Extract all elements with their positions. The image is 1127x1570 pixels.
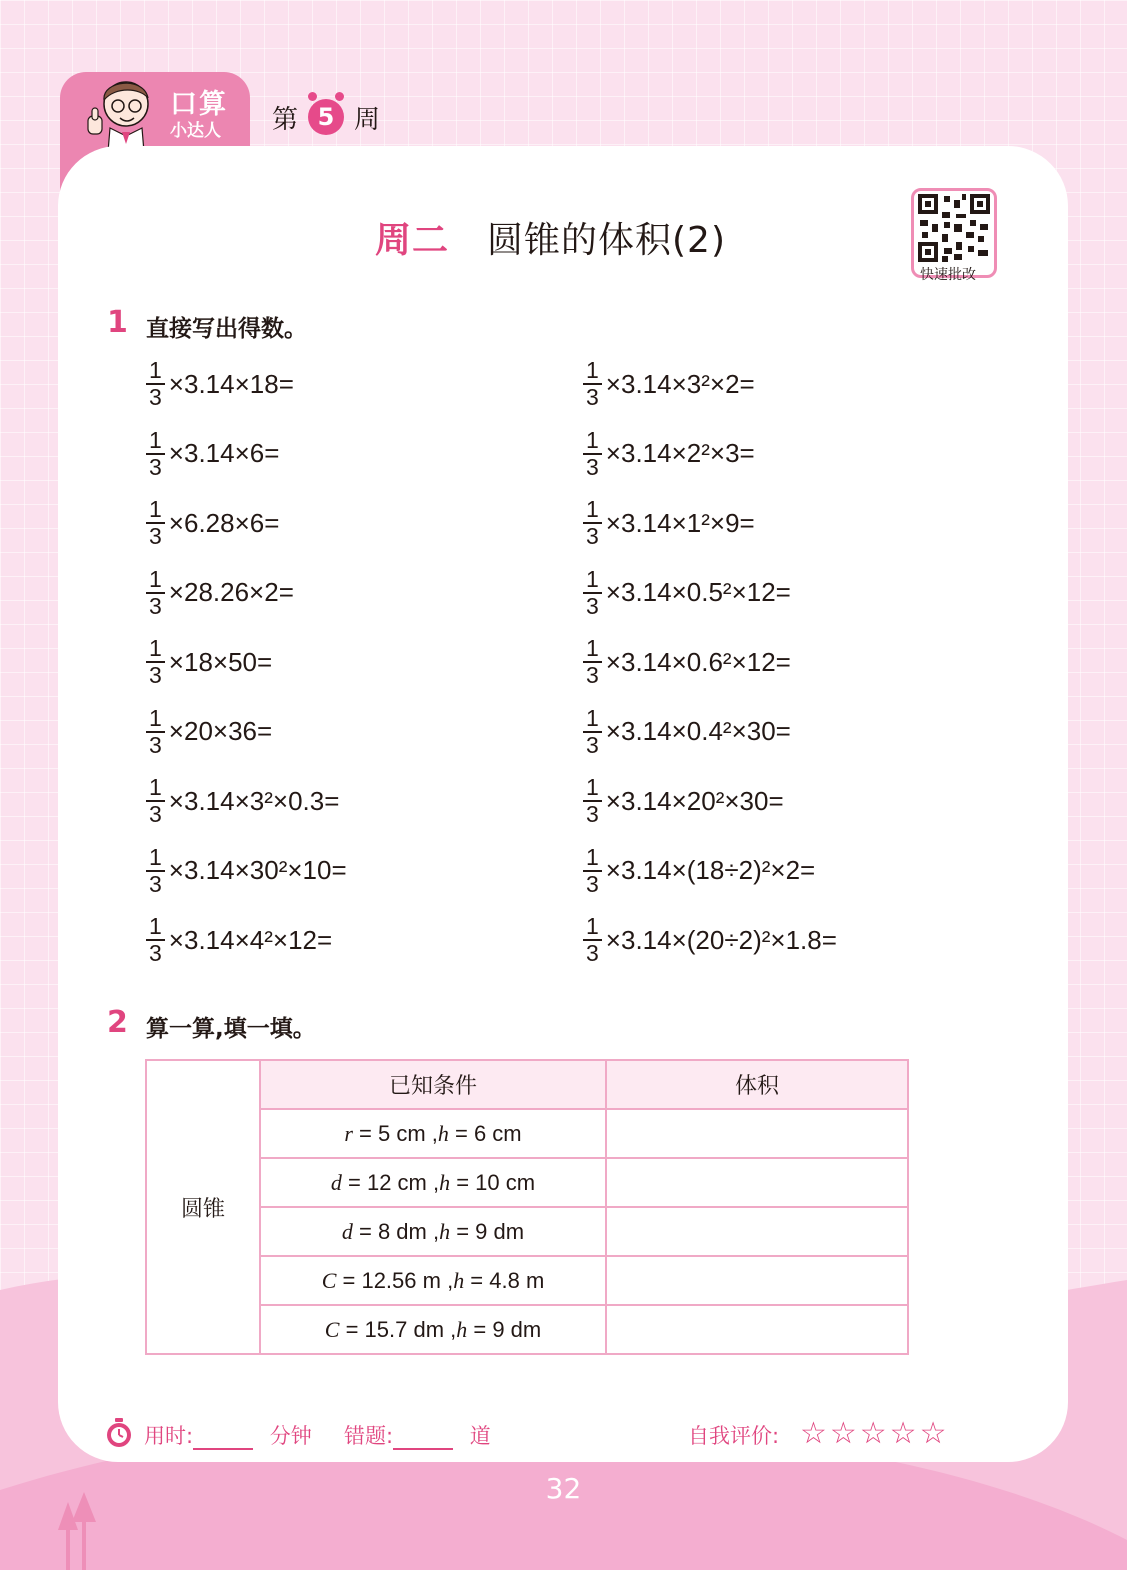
volume-answer-cell[interactable] (606, 1256, 908, 1305)
time-field[interactable] (144, 1420, 312, 1450)
fraction-denominator: 3 (586, 592, 599, 619)
fraction-denominator: 3 (149, 523, 162, 549)
volume-answer-cell[interactable] (606, 1109, 908, 1158)
calc-problem (146, 565, 294, 621)
problem-expression: ×28.26×2= (168, 577, 294, 607)
problem-expression: ×3.14×3²×2= (605, 368, 755, 399)
condition-cell (260, 1109, 606, 1158)
variable-2: h (439, 1169, 451, 1195)
value-1: = 8 dm , (352, 1218, 440, 1244)
calc-problem (583, 843, 815, 899)
problem-expression: ×3.14×18= (168, 368, 294, 399)
variable-1: d (341, 1218, 353, 1244)
fraction-numerator: 1 (146, 637, 165, 663)
fraction-one-third (146, 359, 165, 409)
row-label-cone: 圆锥 (146, 1060, 260, 1354)
fraction-one-third (583, 704, 602, 758)
calc-problem (146, 912, 332, 968)
fraction-denominator: 3 (586, 523, 599, 549)
section-1-title: 直接写出得数。 (146, 316, 307, 342)
page-title (375, 212, 726, 263)
problem-expression: ×3.14×(18÷2)²×2= (605, 855, 816, 885)
fraction-one-third (146, 426, 165, 480)
fraction-denominator: 3 (149, 870, 162, 897)
fraction-one-third (583, 843, 602, 897)
table-row (146, 1109, 908, 1158)
cone-volume-table (145, 1059, 909, 1355)
fraction-one-third (146, 776, 165, 826)
fraction-one-third (583, 498, 602, 548)
fraction-denominator: 3 (149, 592, 162, 619)
fraction-numerator: 1 (146, 776, 165, 802)
table-row (146, 1305, 908, 1354)
value-2: = 9 dm (467, 1316, 542, 1342)
decorative-arrows-icon (54, 1492, 98, 1570)
volume-answer-cell[interactable] (606, 1305, 908, 1354)
fraction-one-third (146, 843, 165, 897)
week-number-badge: 5 (308, 99, 344, 135)
brand-title: 口算 (170, 89, 228, 120)
page-number: 32 (545, 1472, 582, 1505)
condition-cell (260, 1305, 606, 1354)
condition-cell (260, 1158, 606, 1207)
fraction-denominator: 3 (586, 801, 599, 827)
fraction-denominator: 3 (586, 940, 599, 966)
value-1: = 12.56 m , (336, 1267, 454, 1293)
calc-problem (583, 912, 837, 968)
value-1: = 12 cm , (341, 1169, 440, 1195)
mascot-icon (80, 72, 166, 152)
fraction-numerator: 1 (583, 915, 602, 941)
fraction-denominator: 3 (586, 453, 599, 480)
problem-expression: ×3.14×0.4²×30= (605, 716, 791, 746)
week-prefix: 第 (272, 104, 299, 135)
fraction-numerator: 1 (583, 846, 602, 872)
fraction-denominator: 3 (149, 940, 162, 966)
value-2: = 9 dm (450, 1218, 525, 1244)
errors-blank[interactable] (393, 1430, 453, 1450)
time-label: 用时: (144, 1424, 194, 1448)
fraction-numerator: 1 (146, 707, 165, 733)
fraction-numerator: 1 (583, 568, 602, 594)
week-suffix: 周 (354, 104, 381, 135)
time-unit: 分钟 (269, 1424, 312, 1448)
rating-stars[interactable]: ☆☆☆☆☆ (800, 1416, 950, 1451)
problem-expression: ×3.14×(20÷2)²×1.8= (605, 924, 837, 955)
table-row (146, 1158, 908, 1207)
table-row (146, 1256, 908, 1305)
fraction-denominator: 3 (586, 662, 599, 688)
errors-unit: 道 (469, 1424, 491, 1448)
calc-problem (146, 773, 339, 829)
fraction-one-third (146, 704, 165, 758)
condition-cell (260, 1207, 606, 1256)
week-indicator (272, 97, 380, 137)
fraction-numerator: 1 (583, 637, 602, 663)
table-header-row (146, 1060, 908, 1109)
fraction-one-third (146, 565, 165, 619)
calc-problem (583, 426, 755, 482)
fraction-denominator: 3 (586, 870, 599, 897)
fraction-denominator: 3 (149, 801, 162, 827)
problem-expression: ×3.14×3²×0.3= (168, 785, 340, 816)
problem-expression: ×6.28×6= (168, 507, 280, 538)
calc-problem (146, 704, 272, 760)
variable-2: h (439, 1218, 451, 1244)
fraction-denominator: 3 (149, 731, 162, 758)
title-day: 周二 (375, 220, 450, 261)
fraction-one-third (583, 915, 602, 965)
self-eval-label: 自我评价: (688, 1424, 780, 1448)
value-2: = 4.8 m (464, 1267, 545, 1293)
qr-code-icon[interactable] (918, 194, 990, 262)
problem-expression: ×3.14×1²×9= (605, 507, 755, 538)
fraction-one-third (146, 637, 165, 687)
fraction-numerator: 1 (146, 429, 165, 455)
fraction-numerator: 1 (146, 915, 165, 941)
fraction-denominator: 3 (149, 384, 162, 410)
problem-expression: ×3.14×2²×3= (605, 438, 755, 468)
problem-expression: ×3.14×30²×10= (168, 855, 347, 885)
section-2-number: 2 (107, 1005, 128, 1040)
section-1-number: 1 (107, 305, 128, 340)
variable-1: C (321, 1267, 337, 1293)
fraction-numerator: 1 (583, 707, 602, 733)
fraction-denominator: 3 (586, 384, 599, 410)
calc-problem (146, 634, 272, 690)
variable-2: h (437, 1120, 449, 1146)
header-volume: 体积 (606, 1060, 908, 1109)
fraction-numerator: 1 (146, 359, 165, 385)
variable-1: d (330, 1169, 342, 1195)
volume-answer-cell[interactable] (606, 1207, 908, 1256)
fraction-one-third (583, 359, 602, 409)
fraction-numerator: 1 (583, 359, 602, 385)
value-2: = 6 cm (448, 1120, 522, 1146)
problem-expression: ×20×36= (168, 716, 273, 746)
errors-label: 错题: (344, 1424, 394, 1448)
variable-1: C (324, 1316, 340, 1342)
fraction-one-third (583, 776, 602, 826)
fraction-denominator: 3 (149, 662, 162, 688)
fraction-numerator: 1 (583, 498, 602, 524)
variable-2: h (453, 1267, 465, 1293)
table-row (146, 1207, 908, 1256)
errors-field[interactable] (344, 1420, 491, 1450)
problem-expression: ×3.14×0.5²×12= (605, 577, 791, 607)
time-blank[interactable] (193, 1430, 253, 1450)
calc-problem (146, 426, 279, 482)
header-conditions: 已知条件 (260, 1060, 606, 1109)
value-1: = 15.7 dm , (339, 1316, 457, 1342)
fraction-denominator: 3 (149, 453, 162, 480)
calc-problem (146, 495, 279, 551)
fraction-one-third (583, 637, 602, 687)
fraction-one-third (146, 498, 165, 548)
calc-problem (583, 565, 791, 621)
calc-problem (146, 356, 294, 412)
calc-problem (146, 843, 347, 899)
section-2-title: 算一算,填一填。 (146, 1016, 316, 1042)
brand-subtitle: 小达人 (170, 121, 221, 141)
problem-expression: ×3.14×0.6²×12= (605, 646, 791, 677)
qr-label: 快速批改 (920, 267, 976, 283)
fraction-denominator: 3 (586, 731, 599, 758)
calc-problem (583, 634, 791, 690)
problem-expression: ×3.14×20²×30= (605, 785, 784, 816)
calc-problem (583, 704, 791, 760)
fraction-numerator: 1 (146, 568, 165, 594)
title-topic: 圆锥的体积(2) (487, 220, 727, 261)
fraction-numerator: 1 (146, 498, 165, 524)
fraction-numerator: 1 (583, 776, 602, 802)
problem-expression: ×3.14×6= (168, 438, 280, 468)
fraction-one-third (583, 426, 602, 480)
problem-expression: ×18×50= (168, 646, 273, 677)
calc-problem (583, 773, 784, 829)
problem-expression: ×3.14×4²×12= (168, 924, 333, 955)
fraction-one-third (583, 565, 602, 619)
calc-problem (583, 356, 755, 412)
fraction-one-third (146, 915, 165, 965)
variable-1: r (344, 1120, 353, 1146)
calc-problem (583, 495, 755, 551)
volume-answer-cell[interactable] (606, 1158, 908, 1207)
value-1: = 5 cm , (352, 1120, 438, 1146)
fraction-numerator: 1 (583, 429, 602, 455)
variable-2: h (456, 1316, 468, 1342)
condition-cell (260, 1256, 606, 1305)
stopwatch-icon (105, 1418, 133, 1448)
fraction-numerator: 1 (146, 846, 165, 872)
value-2: = 10 cm (450, 1169, 536, 1195)
